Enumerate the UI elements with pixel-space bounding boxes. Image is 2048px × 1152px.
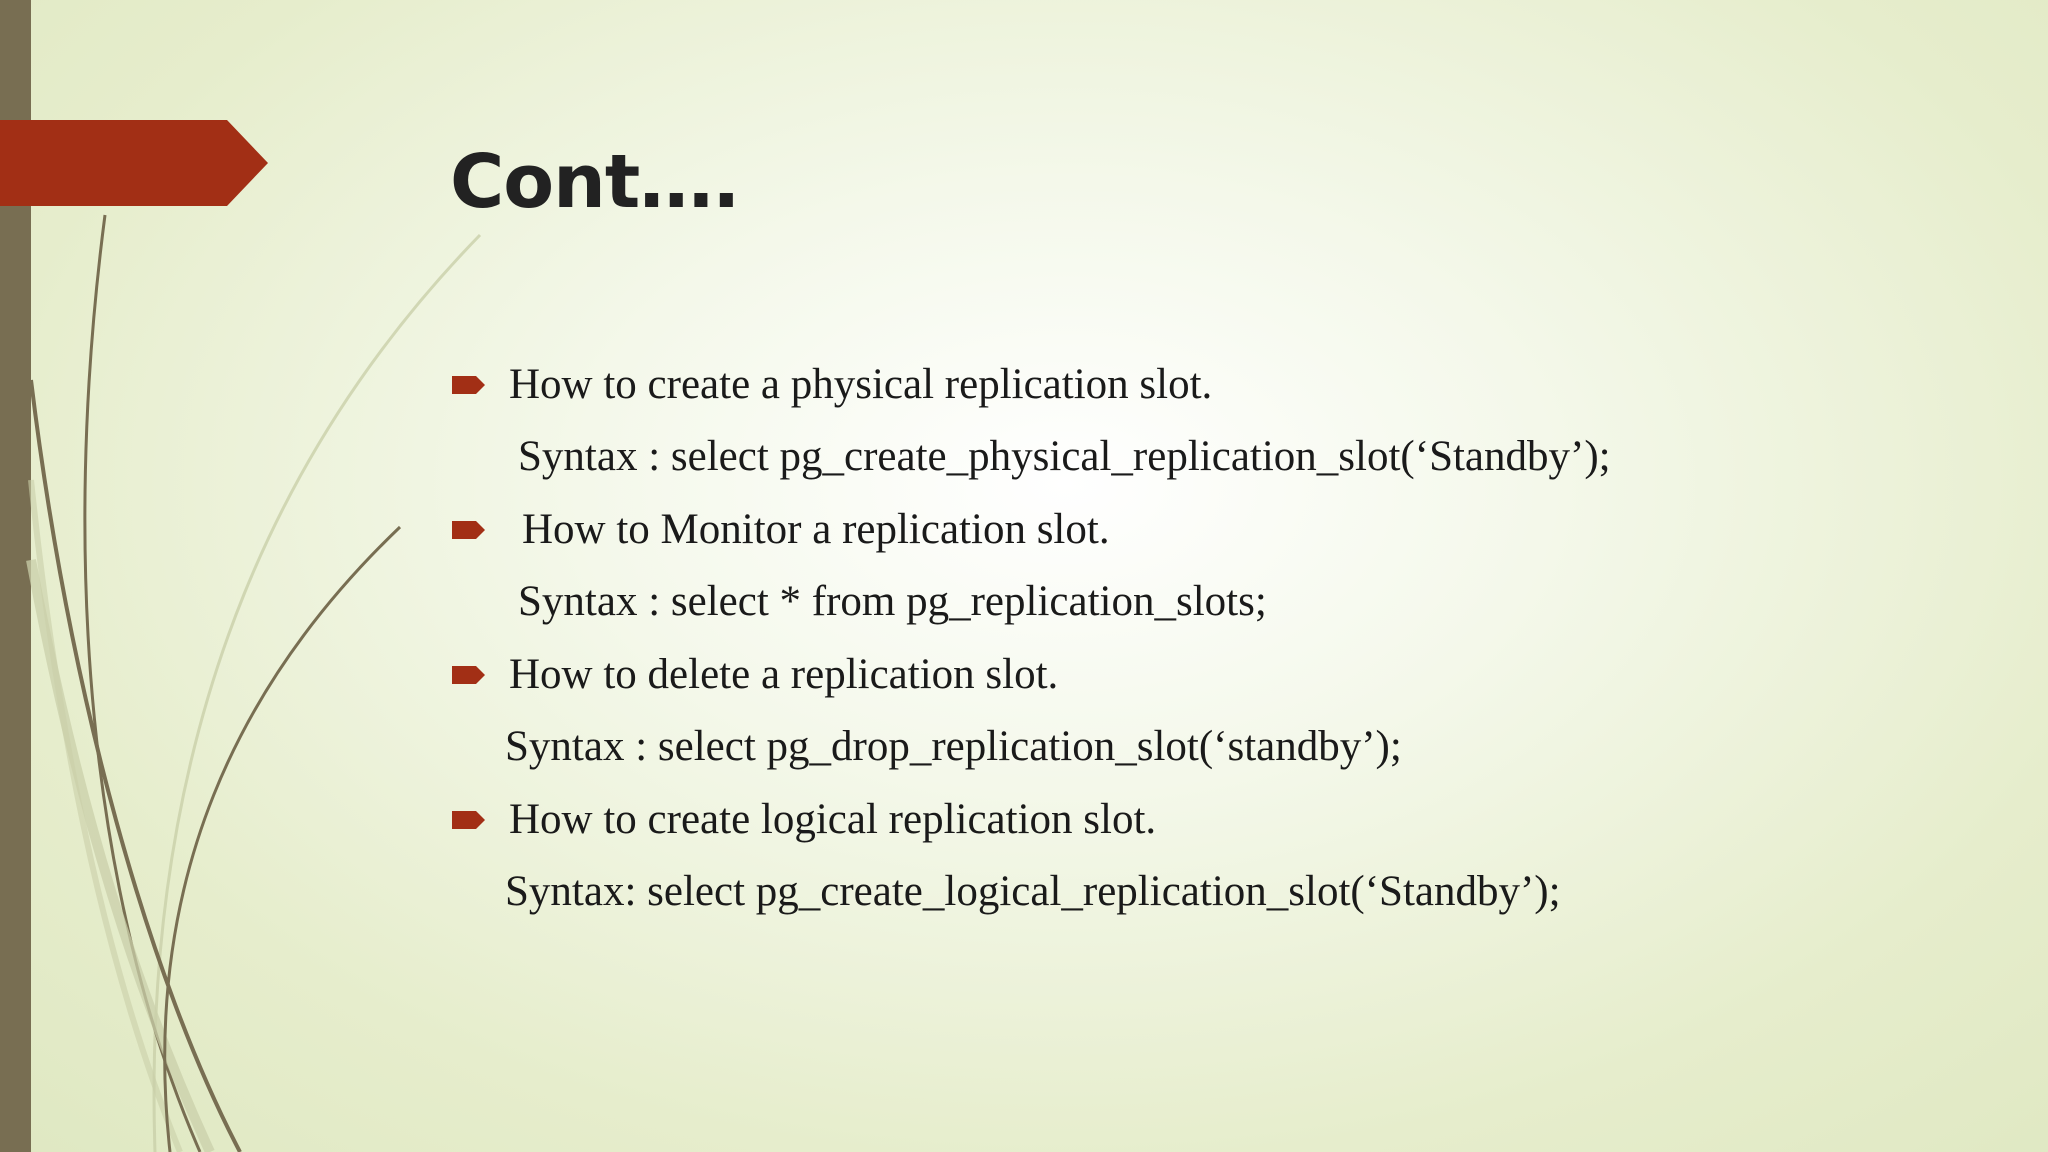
- bullet-item-delete: How to delete a replication slot.: [509, 651, 1059, 698]
- syntax-create-physical: Syntax : select pg_create_physical_replication_slot(‘Standby’);: [518, 433, 1611, 480]
- syntax-monitor: Syntax : select * from pg_replication_slots;: [518, 578, 1267, 625]
- syntax-delete: Syntax : select pg_drop_replication_slot(‘standby’);: [505, 723, 1402, 770]
- arrow-bullet-icon: [452, 517, 486, 543]
- bullet-item-monitor: How to Monitor a replication slot.: [522, 506, 1110, 553]
- arrow-bullet-icon: [452, 807, 486, 833]
- arrow-bullet-icon: [452, 372, 486, 398]
- slide-title: Cont….: [450, 139, 740, 225]
- bullet-item-create-physical: How to create a physical replication slot.: [509, 361, 1213, 408]
- bullet-item-create-logical: How to create logical replication slot.: [509, 796, 1157, 843]
- arrow-bullet-icon: [452, 662, 486, 688]
- syntax-create-logical: Syntax: select pg_create_logical_replication_slot(‘Standby’);: [505, 868, 1561, 915]
